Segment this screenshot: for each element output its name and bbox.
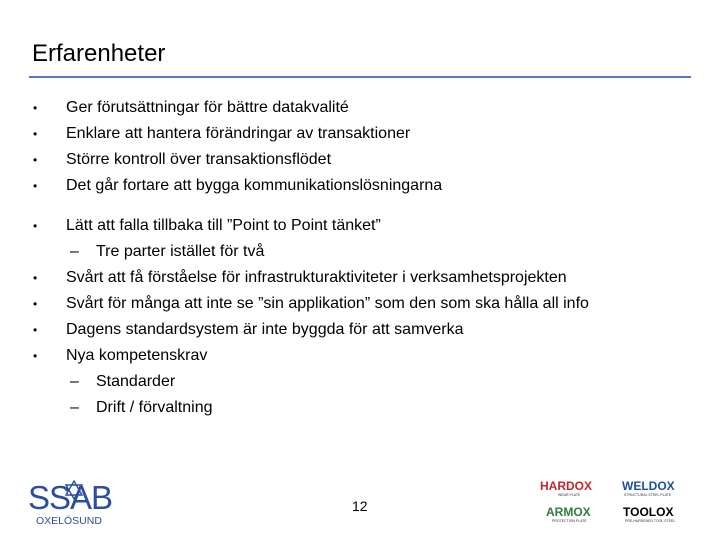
bullet-text: Lätt att falla tillbaka till ”Point to Point tänket” [66,217,381,234]
ssab-logo [28,478,120,528]
bullet-text: Det går fortare att bygga kommunikationslösningarna [66,177,443,194]
slide-title: Erfarenheter [32,40,166,67]
bullet-icon: • [33,219,38,233]
sub-list-item [30,239,700,265]
dash-icon: – [70,373,79,390]
list-item [30,213,700,239]
list-item [30,317,700,343]
sub-item-text: Tre parter istället för två [96,243,265,260]
hardox-sub: WEAR PLATE [558,493,581,497]
bullet-list [30,95,700,421]
bullet-text: Större kontroll över transaktionsflödet [66,151,332,168]
bullet-icon: • [33,127,38,141]
list-item [30,343,700,369]
bullet-icon: • [33,271,38,285]
bullet-icon: • [33,323,38,337]
ssab-logo-text: SSAB [28,479,113,516]
list-item [30,265,700,291]
dash-icon: – [70,399,79,416]
sub-list-item [30,369,700,395]
armox-logo: ARMOX [546,505,591,519]
bullet-text: Svårt för många att inte se ”sin applikation” som den som ska hålla all info [66,295,589,312]
title-rule [29,76,691,78]
list-item [30,291,700,317]
page-number: 12 [352,498,368,514]
sub-item-text: Drift / förvaltning [96,399,213,416]
bullet-text: Svårt att få förståelse för infrastrukturaktiviteter i verksamhetsprojekten [66,269,567,286]
bullet-icon: • [33,101,38,115]
toolox-sub: PRE-HARDENED TOOL STEEL [625,519,676,523]
list-item [30,121,700,147]
dash-icon: – [70,243,79,260]
sub-list-item [30,395,700,421]
bullet-text: Enklare att hantera förändringar av transaktioner [66,125,411,142]
bullet-icon: • [33,349,38,363]
ssab-logo-sub: OXELÖSUND [36,515,102,527]
bullet-icon: • [33,297,38,311]
weldox-sub: STRUCTURAL STEEL PLATE [624,493,672,497]
toolox-logo: TOOLOX [623,505,674,519]
bullet-icon: • [33,153,38,167]
sub-item-text: Standarder [96,373,176,390]
list-item [30,173,700,199]
bullet-text: Ger förutsättningar för bättre datakvalité [66,99,349,116]
list-item [30,147,700,173]
weldox-logo: WELDOX [622,479,675,493]
bullet-icon: • [33,179,38,193]
list-item [30,95,700,121]
bullet-text: Nya kompetenskrav [66,347,208,364]
brand-logos [538,477,698,527]
armox-sub: PROTECTION PLATE [552,519,587,523]
hardox-logo: HARDOX [540,479,593,493]
bullet-text: Dagens standardsystem är inte byggda för att samverka [66,321,464,338]
